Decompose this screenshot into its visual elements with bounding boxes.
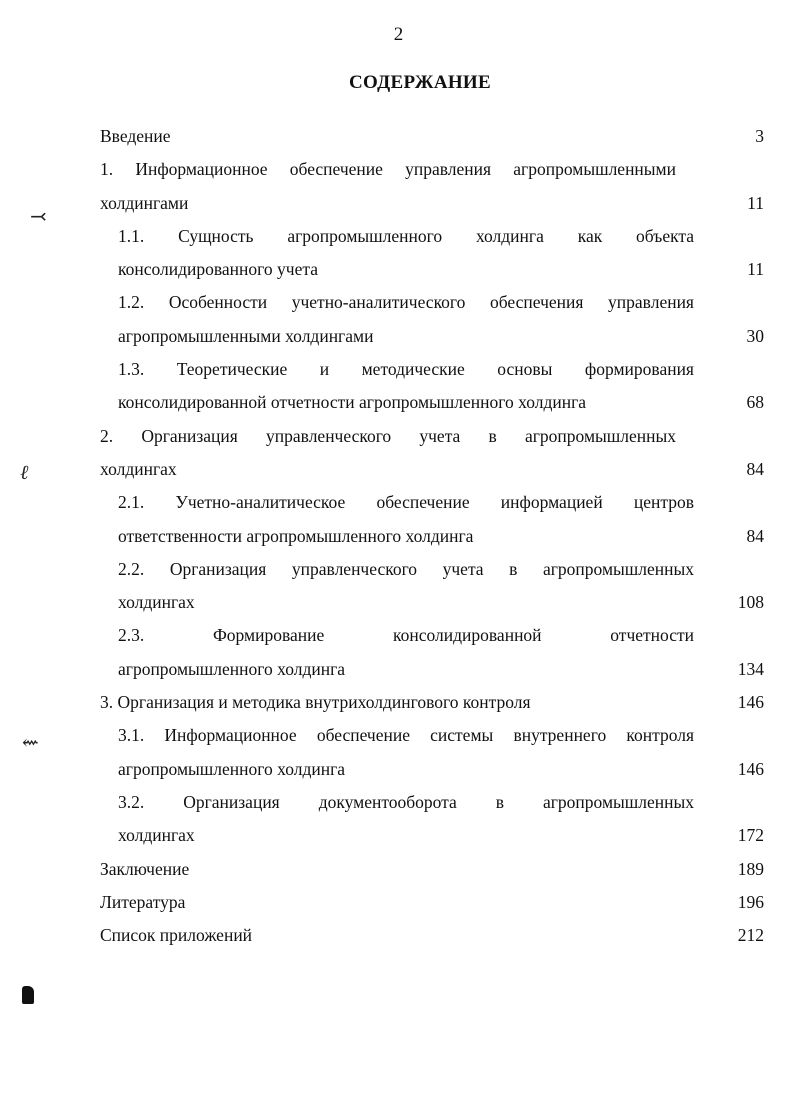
toc-entry xyxy=(100,553,764,620)
toc-entry xyxy=(100,420,764,487)
toc-entry xyxy=(100,786,764,853)
toc-entry-title xyxy=(100,120,676,153)
toc-entry-page: 108 xyxy=(737,592,764,613)
toc-entry-page: 30 xyxy=(746,325,764,346)
toc-entry xyxy=(100,719,764,786)
margin-mark: ⤙ xyxy=(30,206,47,228)
toc-entry-title xyxy=(118,553,694,620)
toc-entry-line: холдингах xyxy=(118,825,195,846)
toc-entry-title xyxy=(100,420,676,487)
toc-entry-page: 146 xyxy=(737,692,764,713)
margin-mark xyxy=(22,986,34,1004)
toc-entry-line: 2. Организация управленческого учета в агропромышленных xyxy=(100,425,676,446)
toc-entry-line: холдингами xyxy=(100,192,189,213)
toc-entry-page: 84 xyxy=(746,458,764,479)
page-number: 2 xyxy=(393,24,404,45)
toc-entry-title xyxy=(100,153,676,220)
margin-mark: ℓ xyxy=(20,462,29,484)
toc-entry-line: холдингах xyxy=(118,592,195,613)
toc-entry xyxy=(100,153,764,220)
toc-entry-page: 172 xyxy=(737,825,764,846)
toc-entry-title xyxy=(118,353,694,420)
toc-entry-line: консолидированной отчетности агропромышленного холдинга xyxy=(118,392,587,413)
toc-entry-line: 3.1. Информационное обеспечение системы внутреннего контроля xyxy=(118,725,694,746)
margin-mark: ⇜ xyxy=(22,732,39,754)
toc-entry-line: 1.1. Сущность агропромышленного холдинга как объекта xyxy=(118,225,694,246)
toc-entry xyxy=(100,919,764,952)
toc-entry-page: 11 xyxy=(747,259,764,280)
toc-entry-page: 3 xyxy=(755,126,764,146)
toc-entry-title xyxy=(100,686,676,719)
toc-entry xyxy=(100,286,764,353)
toc-entry-title xyxy=(100,886,676,919)
toc-entry-line: 1.3. Теоретические и методические основы формирования xyxy=(118,359,694,380)
toc-entry xyxy=(100,853,764,886)
toc-entry-page: 134 xyxy=(737,658,764,679)
toc-entry-line: 3. Организация и методика внутрихолдингового контроля xyxy=(100,692,531,713)
toc-entry xyxy=(100,686,764,719)
toc-entry xyxy=(100,220,764,287)
toc-entry-page: 196 xyxy=(737,891,764,912)
toc-entry-line: 2.2. Организация управленческого учета в агропромышленных xyxy=(118,558,694,579)
toc-entry xyxy=(100,353,764,420)
toc-entry xyxy=(100,886,764,919)
toc-entry xyxy=(100,619,764,686)
toc-entry-title xyxy=(100,853,676,886)
toc-entry-page: 146 xyxy=(737,758,764,779)
toc-entry-line: 1.2. Особенности учетно-аналитического обеспечения управления xyxy=(118,292,694,313)
table-of-contents xyxy=(100,120,764,952)
toc-entry-title xyxy=(118,719,694,786)
page-title: СОДЕРЖАНИЕ xyxy=(349,72,491,93)
toc-entry-title xyxy=(118,619,694,686)
toc-entry-page: 84 xyxy=(746,525,764,546)
toc-entry-line: холдингах xyxy=(100,458,177,479)
toc-entry-page: 11 xyxy=(747,192,764,213)
toc-entry-line: Литература xyxy=(100,891,186,912)
toc-entry-title xyxy=(118,786,694,853)
toc-entry-line: агропромышленными холдингами xyxy=(118,325,374,346)
toc-entry-line: консолидированного учета xyxy=(118,259,318,280)
toc-entry-line: 1. Информационное обеспечение управления агропромышленными xyxy=(100,159,676,180)
toc-entry-title xyxy=(118,220,694,287)
toc-entry-line: Введение xyxy=(100,126,171,146)
toc-entry-line: 3.2. Организация документооборота в агропромышленных xyxy=(118,791,694,812)
toc-entry-line: Список приложений xyxy=(100,925,253,946)
toc-entry-line: ответственности агропромышленного холдинга xyxy=(118,525,474,546)
toc-entry xyxy=(100,120,764,153)
toc-entry-title xyxy=(118,486,694,553)
toc-entry-line: Заключение xyxy=(100,858,190,879)
toc-entry-title xyxy=(118,286,694,353)
toc-entry-line: 2.1. Учетно-аналитическое обеспечение информацией центров xyxy=(118,492,694,513)
toc-entry-line: агропромышленного холдинга xyxy=(118,658,346,679)
toc-entry-page: 212 xyxy=(737,925,764,946)
toc-entry-page: 189 xyxy=(737,858,764,879)
toc-entry xyxy=(100,486,764,553)
toc-entry-line: агропромышленного холдинга xyxy=(118,758,346,779)
toc-entry-page: 68 xyxy=(746,392,764,413)
toc-entry-title xyxy=(100,919,676,952)
toc-entry-line: 2.3. Формирование консолидированной отчетности xyxy=(118,625,694,646)
